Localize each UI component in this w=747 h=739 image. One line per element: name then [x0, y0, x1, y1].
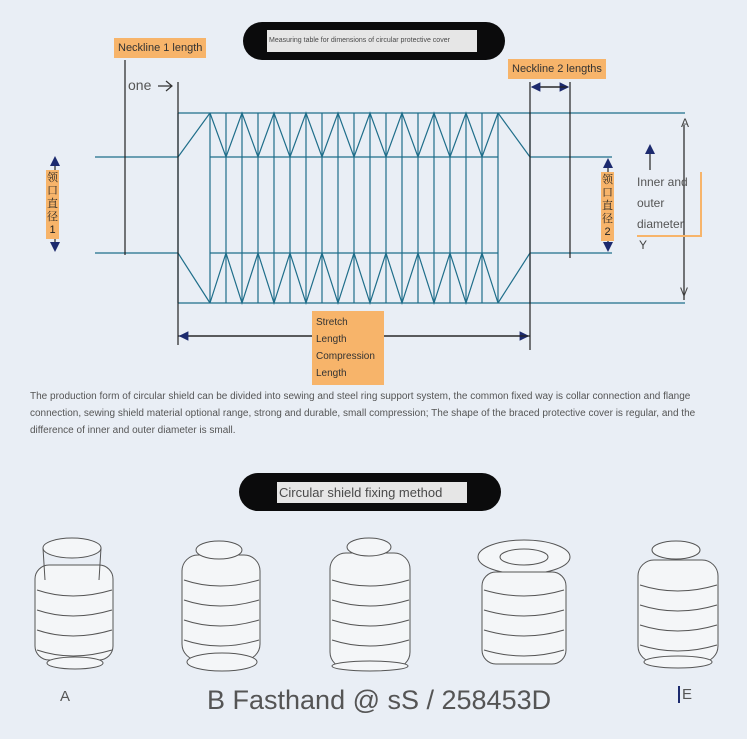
marker-y: Y: [639, 238, 648, 252]
one-label: one: [128, 77, 152, 93]
right-diameter-tag: 领 口 直 径 2: [601, 172, 614, 241]
marker-a: A: [681, 116, 690, 130]
description-paragraph: The production form of circular shield can be divided into sewing and steel ring support system, the common fixed way is collar connection and flange connection, sewing shield material optional range, strong and durable, small compression; The shape of the braced protective cover is regular, and the difference of inner and outer diameter is small.: [30, 391, 696, 436]
left-diameter-tag: 领 口 直 径 1: [46, 170, 59, 239]
bellows-b: [182, 541, 260, 671]
stretch-length-tag: Stretch Length Compression Length: [312, 311, 384, 385]
bellows-e: [638, 541, 718, 668]
neckline-1-tag: Neckline 1 length: [114, 38, 206, 58]
inner-outer-diameter-label: Inner and outer diameter: [637, 172, 702, 237]
bellows-d: [478, 540, 570, 664]
watermark: B Fasthand @ sS / 258453D: [207, 685, 552, 715]
marker-v: V: [680, 285, 689, 299]
fixing-label-e: E: [678, 686, 692, 703]
title-text: Measuring table for dimensions of circular protective cover: [267, 30, 477, 52]
bellows-c: [330, 538, 410, 671]
fixing-label-a: A: [60, 688, 71, 705]
bellows-a: [35, 538, 113, 669]
neckline-2-tag: Neckline 2 lengths: [508, 59, 606, 79]
section-pill-text: Circular shield fixing method: [277, 482, 467, 503]
